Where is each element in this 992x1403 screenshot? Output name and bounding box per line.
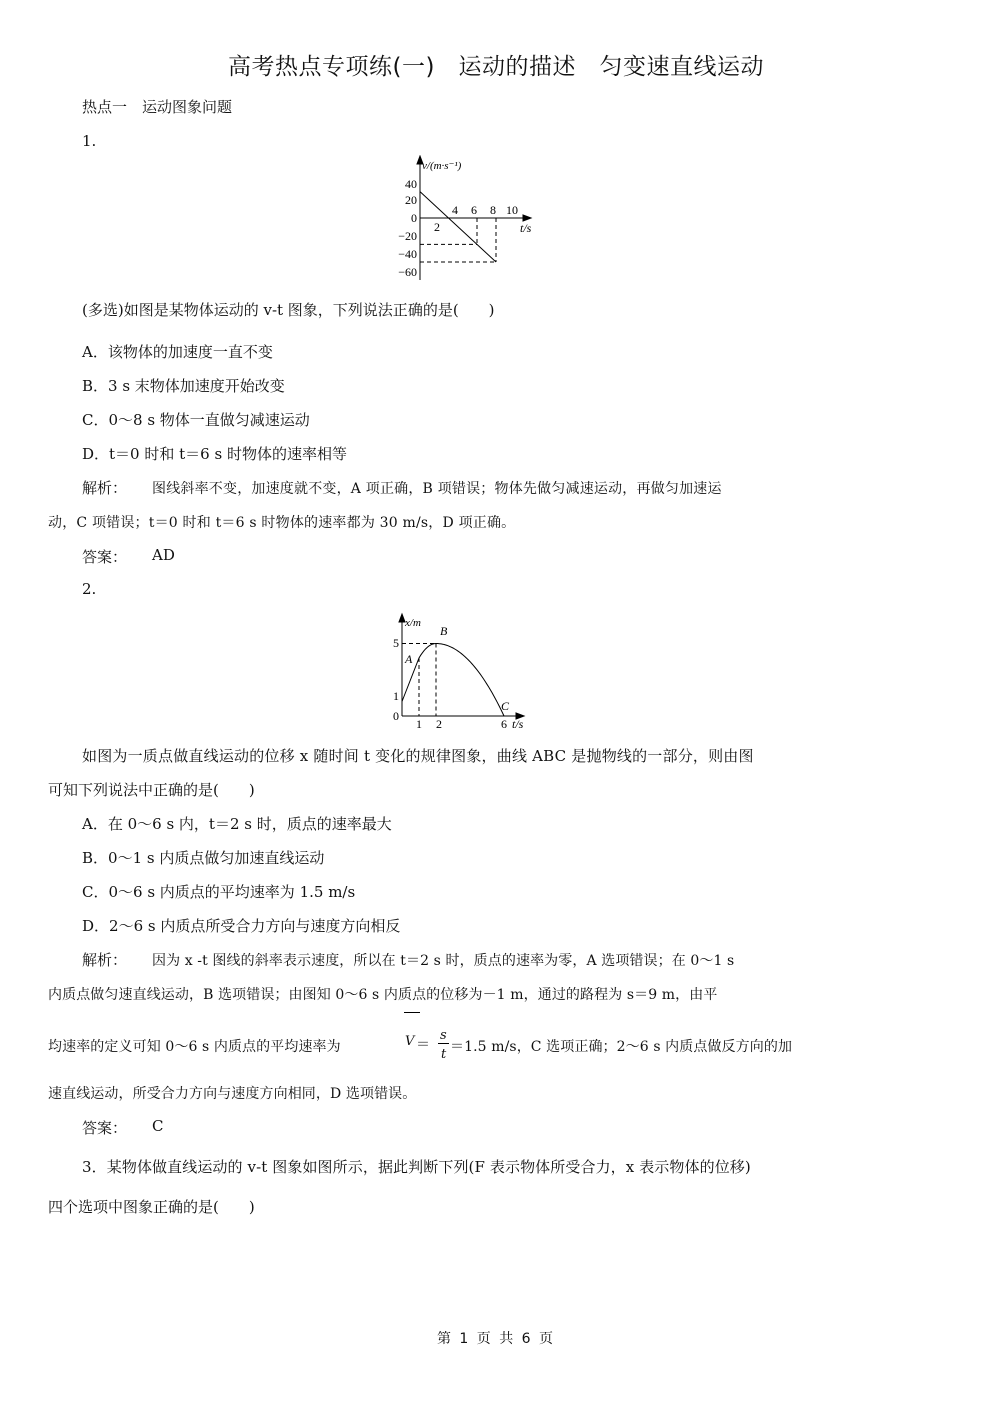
q1-xtick: 8 xyxy=(490,203,496,217)
q2-ytick: 5 xyxy=(393,636,399,650)
q2-ytick: 1 xyxy=(393,689,399,703)
q1-ytick: −40 xyxy=(398,247,417,261)
q2-x-label: t/s xyxy=(512,717,524,731)
q1-ytick: 0 xyxy=(411,211,417,225)
q1-analysis-line1: 图线斜率不变，加速度就不变，A 项正确，B 项错误；物体先做匀减速运动，再做匀加速运 xyxy=(152,481,722,497)
q3-stem-line1: 3．某物体做直线运动的 v-t 图象如图所示，据此判断下列(F 表示物体所受合力，x 表示物体的位移) xyxy=(82,1158,751,1176)
page-footer: 第 1 页 共 6 页 xyxy=(436,1331,556,1347)
q2-formula-numerator: s xyxy=(440,1028,447,1043)
q2-option-c: C．0～6 s 内质点的平均速率为 1.5 m/s xyxy=(82,883,356,901)
q2-option-d: D．2～6 s 内质点所受合力方向与速度方向相反 xyxy=(82,917,401,935)
q1-xtick: 2 xyxy=(434,220,440,234)
q1-xtick: 4 xyxy=(452,203,458,217)
q2-analysis-line3a: 均速率的定义可知 0～6 s 内质点的平均速率为 xyxy=(48,1039,341,1055)
q2-formula-denominator: t xyxy=(441,1047,447,1062)
q1-xtick: 6 xyxy=(471,203,477,217)
q1-analysis-label: 解析： xyxy=(82,479,128,497)
q2-series-curve xyxy=(402,644,504,717)
q2-xtick: 1 xyxy=(416,717,422,731)
q2-analysis-line1: 因为 x -t 图线的斜率表示速度，所以在 t＝2 s 时，质点的速率为零，A 选项错误；在 0～1 s xyxy=(152,953,735,969)
section-heading: 热点一 运动图象问题 xyxy=(82,98,233,116)
q2-answer: C xyxy=(152,1117,164,1135)
q1-x-label: t/s xyxy=(520,221,532,235)
q3-stem-line2: 四个选项中图象正确的是( ) xyxy=(48,1198,255,1216)
q2-answer-label: 答案： xyxy=(82,1119,128,1137)
q1-ytick: −60 xyxy=(398,265,417,279)
q1-option-a: A．该物体的加速度一直不变 xyxy=(82,343,273,361)
q1-ytick: 40 xyxy=(405,177,417,191)
q2-analysis-line2: 内质点做匀速直线运动，B 选项错误；由图知 0～6 s 内质点的位移为－1 m，通过的路程为 s＝9 m，由平 xyxy=(48,987,718,1003)
q2-y-label: x/m xyxy=(405,617,421,629)
q2-formula-overbar xyxy=(404,1012,420,1013)
q1-analysis-line2: 动，C 项错误；t＝0 时和 t＝6 s 时物体的速率都为 30 m/s，D 项正确。 xyxy=(48,515,516,531)
q2-number: 2. xyxy=(82,580,97,598)
q1-y-label: v/(m·s⁻¹) xyxy=(422,160,462,172)
q1-option-c: C．0～8 s 物体一直做匀减速运动 xyxy=(82,411,310,429)
q2-xtick: 6 xyxy=(501,717,507,731)
q2-stem-line2: 可知下列说法中正确的是( ) xyxy=(48,781,255,799)
q1-series-line xyxy=(420,192,496,262)
q2-option-b: B．0～1 s 内质点做匀加速直线运动 xyxy=(82,849,325,867)
q1-stem: (多选)如图是某物体运动的 v-t 图象，下列说法正确的是( ) xyxy=(82,301,495,319)
q1-ytick: 20 xyxy=(405,193,417,207)
q2-ytick: 0 xyxy=(393,709,399,723)
q2-analysis-line3b: ＝1.5 m/s，C 选项正确；2～6 s 内质点做反方向的加 xyxy=(450,1039,793,1055)
q2-fraction-bar xyxy=(438,1043,449,1044)
q2-option-a: A．在 0～6 s 内，t＝2 s 时，质点的速率最大 xyxy=(82,815,392,833)
q1-xtick: 10 xyxy=(506,203,518,217)
q2-formula-v: V xyxy=(405,1034,415,1049)
q2-xtick: 2 xyxy=(436,717,442,731)
q1-option-b: B．3 s 末物体加速度开始改变 xyxy=(82,377,285,395)
q2-formula-eq: ＝ xyxy=(416,1037,430,1053)
q1-answer: AD xyxy=(152,546,175,564)
page-title: 高考热点专项练(一) 运动的描述 匀变速直线运动 xyxy=(228,54,764,80)
q2-analysis-label: 解析： xyxy=(82,951,128,969)
q1-vt-chart xyxy=(385,155,535,285)
q1-number: 1. xyxy=(82,132,97,150)
q2-xt-chart xyxy=(388,612,538,732)
q2-analysis-line4: 速直线运动，所受合力方向与速度方向相同，D 选项错误。 xyxy=(48,1086,417,1102)
q1-answer-label: 答案： xyxy=(82,548,128,566)
q2-point-label-c: C xyxy=(501,699,510,713)
q2-point-label-b: B xyxy=(440,624,448,638)
q1-ytick: −20 xyxy=(398,229,417,243)
q2-stem-line1: 如图为一质点做直线运动的位移 x 随时间 t 变化的规律图象，曲线 ABC 是抛物线的一部分，则由图 xyxy=(82,747,754,765)
q2-point-label-a: A xyxy=(405,652,413,666)
q1-option-d: D．t＝0 时和 t＝6 s 时物体的速率相等 xyxy=(82,445,347,463)
